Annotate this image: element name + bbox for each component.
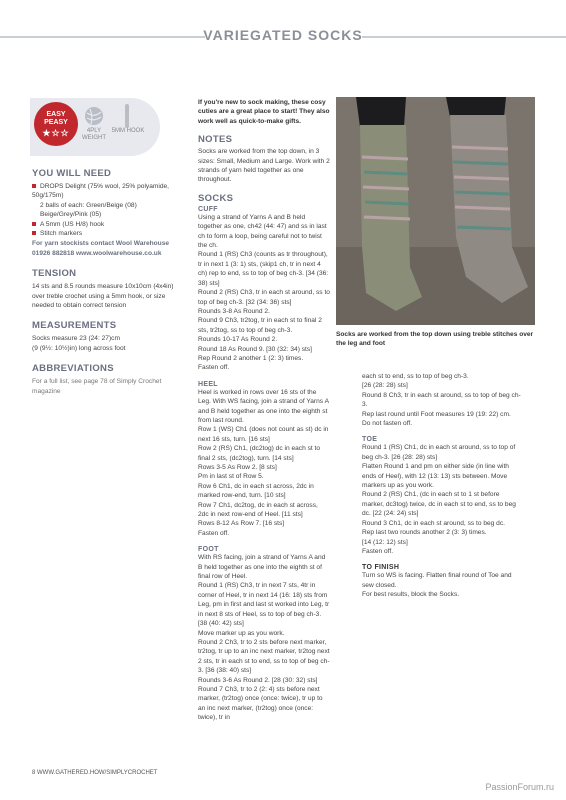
weight-label: 4PLY WEIGHT xyxy=(82,128,106,141)
pattern-line: Heel is worked in rows over 16 sts of the Leg. With WS facing, join a strand of Yarns A and B held together as one into the eighth st from last round. xyxy=(198,388,329,424)
socks-photo xyxy=(336,97,535,325)
pattern-line: For best results, block the Socks. xyxy=(362,591,460,599)
tension-text: 14 sts and 8.5 rounds measure 10x10cm (4x4in) over treble crochet using a 5mm hook, or size needed to obtain correct tension xyxy=(32,283,174,310)
measurements-text-2: (9 (9½: 10½)in) long across foot xyxy=(32,344,126,352)
pattern-line: Rounds 10-17 As Round 2. xyxy=(198,336,278,344)
pattern-line: Rounds 3-6 As Round 2. [28 (30: 32) sts] xyxy=(198,676,318,684)
pattern-line: Rep last round until Foot measures 19 (19: 22) cm. xyxy=(362,410,511,418)
pattern-line: Round 18 As Round 9. [30 (32: 34) sts] xyxy=(198,345,312,353)
pattern-line: Row 7 Ch1, dc2tog, dc in each st across, 2dc in next row-end of Heel. [11 sts] xyxy=(198,501,318,519)
heel-section xyxy=(198,388,330,539)
right-column xyxy=(362,372,522,600)
pattern-line: Round 7 Ch3, tr to 2 (2: 4) sts before next marker, (tr2tog) once (once: twice), tr up to an inc next marker, (tr2tog) once (once: twice), tr in xyxy=(198,685,323,722)
measurements-title: MEASUREMENTS xyxy=(32,320,117,332)
pattern-line: Round 3 Ch1, dc in each st around, ss to beg dc. xyxy=(362,519,505,527)
measurements-text-1: Socks measure 23 (24: 27)cm xyxy=(32,335,120,343)
abbreviations-title: ABBREVIATIONS xyxy=(32,363,114,375)
pattern-line: Round 2 (RS) Ch3, tr in each st around, ss to top of beg ch-3. [32 (34: 36) sts] xyxy=(198,289,330,306)
pattern-line: Do not fasten off. xyxy=(362,420,413,428)
pattern-line: Round 2 (RS) Ch1, (dc in each st to 1 st before marker, dc3tog) twice, dc in each st to end, ss to beg dc. [22 (24: 24) sts] xyxy=(362,491,516,518)
pattern-line: Rows 8-12 As Row 7. [16 sts] xyxy=(198,520,285,528)
finish-title: TO FINISH xyxy=(362,564,400,572)
intro-text: If you're new to sock making, these cosy cuties are a great place to start! They also work well as quick-to-make gifts. xyxy=(198,99,330,125)
need-title: YOU WILL NEED xyxy=(32,168,112,179)
notes-text: Socks are worked from the top down, in 3 sizes: Small, Medium and Large. Work with 2 strands of yarn held together as one throughout. xyxy=(198,148,330,184)
stockists: For yarn stockists contact Wool Warehouse 01926 882818 www.woolwarehouse.co.uk xyxy=(32,240,170,257)
toe-section xyxy=(362,443,522,556)
pattern-line: Row 2 (RS) Ch1, (dc2tog) dc in each st to final 2 sts, (dc2tog), turn. [14 sts] xyxy=(198,445,321,462)
finish-section xyxy=(362,571,522,599)
pattern-line: Fasten off. xyxy=(198,364,230,372)
page-title: VARIEGATED SOCKS xyxy=(203,27,363,43)
pattern-line: [26 (28: 28) sts] xyxy=(362,382,408,390)
pattern-line: Round 1 (RS) Ch3 (counts as tr throughout), tr in next 1 (3: 1) sts, (skip1 ch, tr in next 4 ch) rep to end, ss to top of beg ch-3. [34 (36: 38) sts] xyxy=(198,251,329,287)
page-footer: 8 WWW.GATHERED.HOW/SIMPLYCROCHET xyxy=(32,770,158,776)
list-item: DROPS Delight (75% wool, 25% polyamide, 50g/175m) xyxy=(32,182,174,201)
foot-section xyxy=(198,553,330,722)
middle-column xyxy=(198,98,330,723)
pattern-line: Round 1 (RS) Ch3, tr in next 7 sts, 4tr in corner of Heel, tr in next 14 (16: 18) sts from Leg, pm in first and last st worked into Leg, tr in next 8 sts of Heel, ss to top of beg ch-3. [38 (40: 42) sts] xyxy=(198,582,330,628)
pattern-line: Round 9 Ch3, tr2tog, tr in each st to final 2 sts, tr2tog, ss to top of beg ch-3. xyxy=(198,317,322,334)
pattern-line: [14 (12: 12) sts] xyxy=(362,538,408,546)
need-list xyxy=(32,182,174,238)
pattern-line: Pm in last st of Row 5. xyxy=(198,473,264,481)
easy-peasy-icon: EASY PEASY ★☆☆ xyxy=(34,102,78,146)
foot-title: FOOT xyxy=(198,546,219,554)
pattern-line: Fasten off. xyxy=(362,547,394,555)
list-item: A 5mm (US H/8) hook xyxy=(32,220,174,229)
watermark: PassionForum.ru xyxy=(485,782,554,792)
pattern-line: Move marker up as you work. xyxy=(198,629,285,637)
pattern-line: With RS facing, join a strand of Yarns A and B held together as one into the eighth st of final row of Heel. xyxy=(198,554,326,581)
photo-caption: Socks are worked from the top down using treble stitches over the leg and foot xyxy=(336,331,534,347)
list-item: Stitch markers xyxy=(32,229,174,238)
pattern-line: Rows 3-5 As Row 2. [8 sts] xyxy=(198,464,277,471)
foot-continued xyxy=(362,372,522,428)
pattern-line: Turn so WS is facing. Flatten final round of Toe and sew closed. xyxy=(362,572,512,589)
pattern-line: Round 1 (RS) Ch1, dc in each st around, ss to top of beg ch-3. [26 (28: 28) sts] xyxy=(362,444,516,461)
list-item: 2 balls of each: Green/Beige (08) Beige/Grey/Pink (05) xyxy=(40,201,137,219)
abbreviations-text: For a full list, see page 78 of Simply Crochet magazine xyxy=(32,378,162,395)
pattern-line: Rounds 3-8 As Round 2. xyxy=(198,307,270,315)
pattern-line: Round 2 Ch3, tr to 2 sts before next marker, tr2tog, tr up to an inc next marker, tr2tog next 2 sts, tr in each st to end, ss to top of beg ch-3. [36 (38: 40) sts] xyxy=(198,638,330,675)
tension-title: TENSION xyxy=(32,268,77,280)
yarn-ball-icon xyxy=(84,106,104,126)
heel-title: HEEL xyxy=(198,380,218,388)
socks-title: SOCKS xyxy=(198,192,234,204)
pattern-line: Flatten Round 1 and pm on either side (in line with ends of Heel), with 12 (13: 13) sts between. Move markers up as you work. xyxy=(362,463,509,490)
toe-title: TOE xyxy=(362,436,378,444)
pattern-line: Rep last two rounds another 2 (3: 3) times. xyxy=(362,529,487,537)
pattern-line: Rep Round 2 another 1 (2: 3) times. xyxy=(198,354,304,362)
crochet-hook-icon xyxy=(120,104,134,128)
pattern-line: Using a strand of Yarns A and B held together as one, ch42 (44: 47) and ss in last ch to form a loop, being careful not to twist the ch. xyxy=(198,213,327,250)
cuff-title: CUFF xyxy=(198,205,218,213)
pattern-line: Round 8 Ch3, tr in each st around, ss to top of beg ch-3. xyxy=(362,391,521,409)
pattern-line: Fasten off. xyxy=(198,529,230,537)
pattern-line: Row 1 (WS) Ch1 (does not count as st) dc in next 16 sts, turn. [16 sts] xyxy=(198,426,329,443)
cuff-section xyxy=(198,213,330,373)
hook-label: 5MM HOOK xyxy=(111,128,145,134)
pattern-line: each st to end, ss to top of beg ch-3. xyxy=(362,373,469,380)
left-column xyxy=(32,168,174,396)
pattern-line: Row 6 Ch1, dc in each st across, 2dc in marked row-end, turn. [10 sts] xyxy=(198,482,314,500)
notes-title: NOTES xyxy=(198,134,233,146)
